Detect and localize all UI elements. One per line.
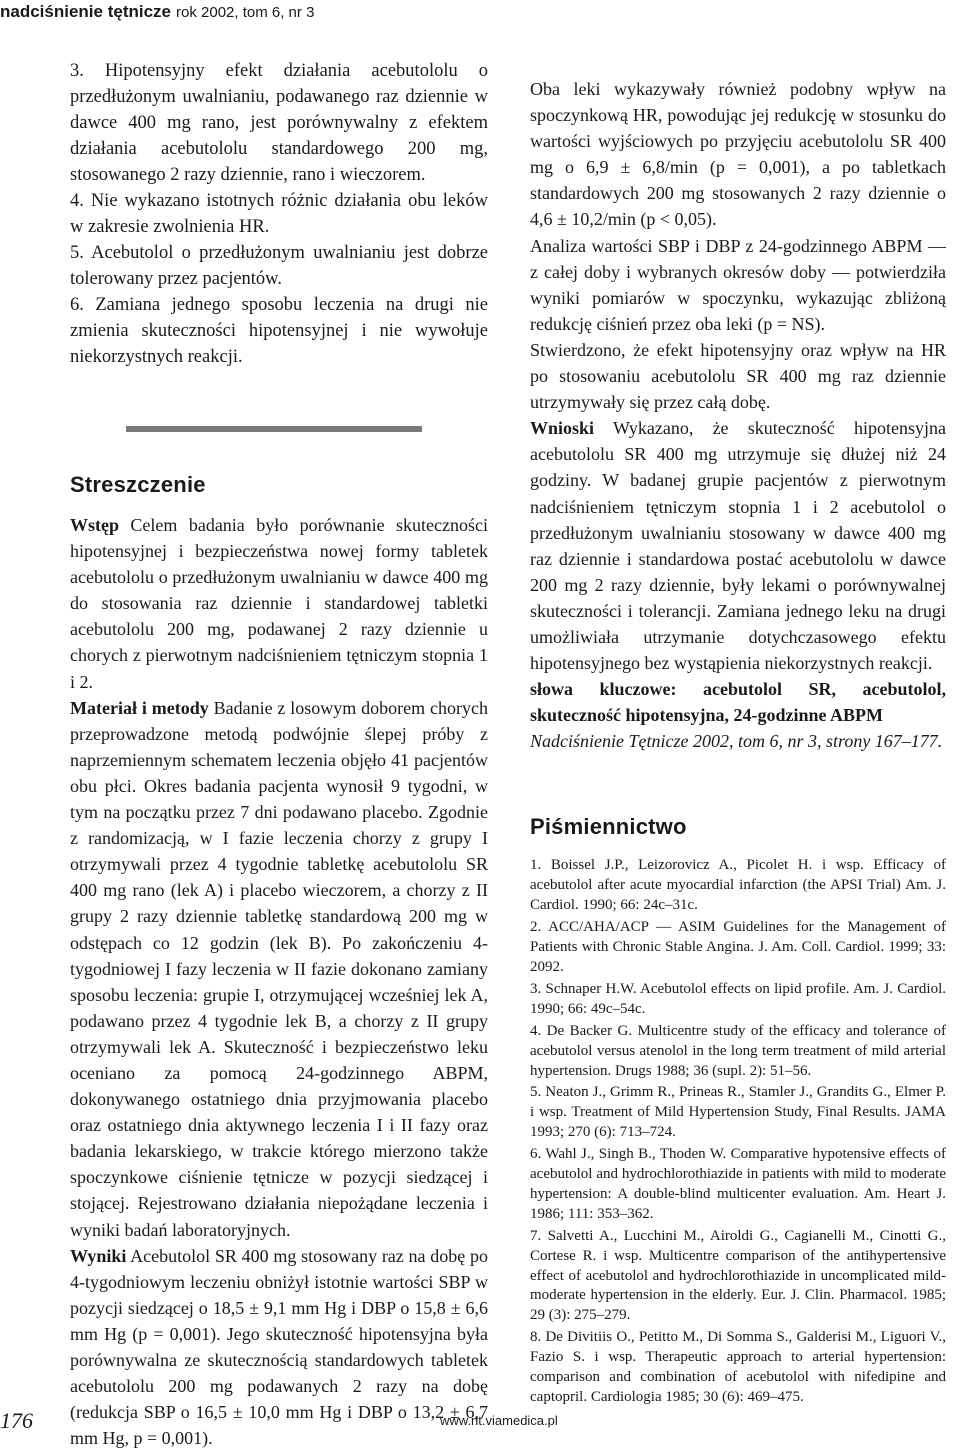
journal-url: www.nt.viamedica.pl xyxy=(440,1413,558,1428)
reference-item: 3. Schnaper H.W. Acebutolol effects on lipid profile. Am. J. Cardiol. 1990; 66: 49c–54c. xyxy=(530,980,946,1017)
abstract-methods-label: Materiał i metody xyxy=(70,697,209,718)
abstract-intro-label: Wstęp xyxy=(70,515,119,535)
abstract-results-continued: Oba leki wykazywały również podobny wpływ na spoczynkową HR, powodując jej redukcję w stosunku do wartości wyjściowych po przyjęciu acebutololu SR 400 mg o 6,9 ± 6,8/min (p = 0,001), a po tabletkach standardowych 200 mg stosowanych 2 razy dziennie o 4,6 ± 10,2/min (p < 0,05). xyxy=(530,79,946,230)
reference-item: 2. ACC/AHA/ACP — ASIM Guidelines for the Management of Patients with Chronic Stable Angina. J. Am. Coll. Cardiol. 1999; 33: 2092. xyxy=(530,919,946,975)
abstract-body xyxy=(70,512,488,1451)
reference-item: 7. Salvetti A., Lucchini M., Airoldi G., Cagianelli M., Cinotti G., Cortese R. i wsp. Multicentre comparison of the antihypertensive effect of acebutolol and hydrochlorothiazide in uncomplicated mild-moderate hypertension in the elderly. Eur. J. Clin. Pharmacol. 1985; 29 (3): 275–279. xyxy=(530,1227,946,1324)
abstract-results xyxy=(70,1243,488,1451)
abstract-continued xyxy=(530,76,946,754)
section-divider xyxy=(126,426,422,432)
abstract-conclusions xyxy=(530,415,946,676)
conclusion-item: 4. Nie wykazano istotnych różnic działania obu leków w zakresie zwolnienia HR. xyxy=(70,191,488,237)
abstract-results-text: Acebutolol SR 400 mg stosowany raz na dobę po 4-tygodniowym leczeniu obniżył istotnie wartości SBP w pozycji siedzącej o 18,5 ± 9,1 mm Hg i DBP o 15,8 ± 6,6 mm Hg (p = 0,001). Jego skuteczność hipotensyjna była porównywalna ze skutecznością standardowych tabletek acebutololu 200 mg podawanych 2 razy na dobę (redukcja SBP o 16,5 ± 10,0 mm Hg i DBP o 13,2 ± 6,7 mm Hg, p = 0,001). xyxy=(70,1245,488,1449)
abstract-methods xyxy=(70,695,488,1243)
conclusion-item: 3. Hipotensyjny efekt działania acebutololu o przedłużonym uwalnianiu, podawanego raz dziennie w dawce 400 mg rano, jest porównywalny z efektem działania acebutololu standardowego 200 mg, stosowanego 2 razy dziennie, rano i wieczorem. xyxy=(70,61,488,185)
abstract-results-conclusion: Stwierdzono, że efekt hipotensyjny oraz wpływ na HR po stosowaniu acebutololu SR 400 mg raz dziennie utrzymywały się przez całą dobę. xyxy=(530,339,946,413)
abstract-results-label: Wyniki xyxy=(70,1245,127,1266)
right-column xyxy=(530,76,946,1410)
reference-item: 4. De Backer G. Multicentre study of the efficacy and tolerance of acebutolol versus atenolol in the long term treatment of mild arterial hypertension. Drugs 1988; 36 (supl. 2): 51–56. xyxy=(530,1022,946,1079)
volume-info: rok 2002, tom 6, nr 3 xyxy=(176,4,315,21)
abstract-intro-text: Celem badania było porównanie skuteczności hipotensyjnej i bezpieczeństwa nowej formy tabletek acebutololu o przedłużonym uwalnianiu w dawce 400 mg do stosowania raz dziennie i standardowej tabletki acebutololu 200 mg, podawanej 2 razy dziennie u chorych z pierwotnym nadciśnieniem tętniczym stopnia 1 i 2. xyxy=(70,515,488,692)
keywords: słowa kluczowe: acebutolol SR, acebutolol, skuteczność hipotensyjna, 24-godzinne ABPM xyxy=(530,679,946,726)
references-heading: Piśmiennictwo xyxy=(530,814,687,840)
journal-name: nadciśnienie tętnicze xyxy=(0,2,171,21)
conclusion-item: 5. Acebutolol o przedłużonym uwalnianiu jest dobrze tolerowany przez pacjentów. xyxy=(70,243,488,289)
references-list xyxy=(530,856,946,1407)
reference-item: 5. Neaton J., Grimm R., Prineas R., Stamler J., Grandits G., Elmer P. i wsp. Treatment of Mild Hypertension Study, Final Results. JAMA 1993; 270 (6): 713–724. xyxy=(530,1084,946,1141)
abstract-heading: Streszczenie xyxy=(70,472,206,497)
citation: Nadciśnienie Tętnicze 2002, tom 6, nr 3, strony 167–177. xyxy=(530,731,943,752)
abstract-results-abpm: Analiza wartości SBP i DBP z 24-godzinnego ABPM — z całej doby i wybranych okresów doby — potwierdziła wyniki pomiarów w spoczynku, wykazując zbliżoną redukcję ciśnień przez oba leki (p = NS). xyxy=(530,235,946,334)
reference-item: 1. Boissel J.P., Leizorovicz A., Picolet H. i wsp. Efficacy of acebutolol after acute myocardial infarction (the APSI Trial) Am. J. Cardiol. 1990; 66: 24c–31c. xyxy=(530,857,946,914)
page-number: 176 xyxy=(0,1408,33,1433)
left-column xyxy=(70,58,488,1451)
reference-item: 8. De Divitiis O., Petitto M., Di Somma S., Galderisi M., Liguori V., Fazio S. i wsp. Therapeutic approach to arterial hypertension: comparison and combination of acebutolol with nifedipine and captopril. Cardiologia 1985; 30 (6): 469–475. xyxy=(530,1329,946,1405)
abstract-intro xyxy=(70,512,488,695)
abstract-conclusions-label: Wnioski xyxy=(530,418,595,439)
running-head xyxy=(0,0,314,24)
conclusions-list xyxy=(70,58,488,370)
abstract-methods-text: Badanie z losowym doborem chorych przeprowadzone metodą podwójnie ślepej próby z naprzemiennym schematem leczenia objęło 41 pacjentów obu płci. Okres badania pacjenta wynosił 9 tygodni, w tym na początku przez 7 dni podawano placebo. Zgodnie z randomizacją, w I fazie leczenia chorzy z grupy I otrzymywali przez 4 tygodnie tabletkę acebutololu SR 400 mg rano (lek A) i placebo wieczorem, a chorzy z II grupy 2 razy dziennie tabletkę standardową 200 mg w odstępach co 12 godzin (lek B). Po zakończeniu 4-tygodniowej I fazy leczenia w II fazie dokonano zamiany sposobu leczenia: grupie I, otrzymującej wcześniej lek A, podawano przez 4 tygodnie lek B, a chorzy z II grupy otrzymywali lek A. Skuteczność i bezpieczeństwo leku oceniano za pomocą 24-godzinnego ABPM, dokonywanego ostatniego dnia przyjmowania placebo oraz ostatniego dnia aktywnego leczenia I i II fazy oraz badania lekarskiego, w trakcie którego mierzono także spoczynkowe ciśnienie tętnicze w pozycji siedzącej i stojącej. Rejestrowano działania niepożądane leczenia i wyniki badań laboratoryjnych. xyxy=(70,697,488,1240)
abstract-conclusions-text: Wykazano, że skuteczność hipotensyjna acebutololu SR 400 mg utrzymuje się dłużej niż 24 godziny. W badanej grupie pacjentów z pierwotnym nadciśnieniem tętniczym stopnia 1 i 2 acebutolol o przedłużonym uwalnianiu stosowany w dawce 400 mg raz dziennie i standardowa postać acebutololu w dawce 200 mg 2 razy dziennie, były lekami o porównywalnej skuteczności i tolerancji. Zamiana jednego leku na drugi umożliwiała utrzymanie dotychczasowego efektu hipotensyjnego bez wystąpienia niekorzystnych reakcji. xyxy=(530,418,946,674)
reference-item: 6. Wahl J., Singh B., Thoden W. Comparative hypotensive effects of acebutolol and hydrochlorothiazide in patients with mild to moderate hypertension: A double-blind multicenter evaluation. Am. Heart J. 1986; 111: 353–362. xyxy=(530,1146,946,1222)
conclusion-item: 6. Zamiana jednego sposobu leczenia na drugi nie zmienia skuteczności hipotensyjnej i nie wywołuje niekorzystnych reakcji. xyxy=(70,295,488,367)
